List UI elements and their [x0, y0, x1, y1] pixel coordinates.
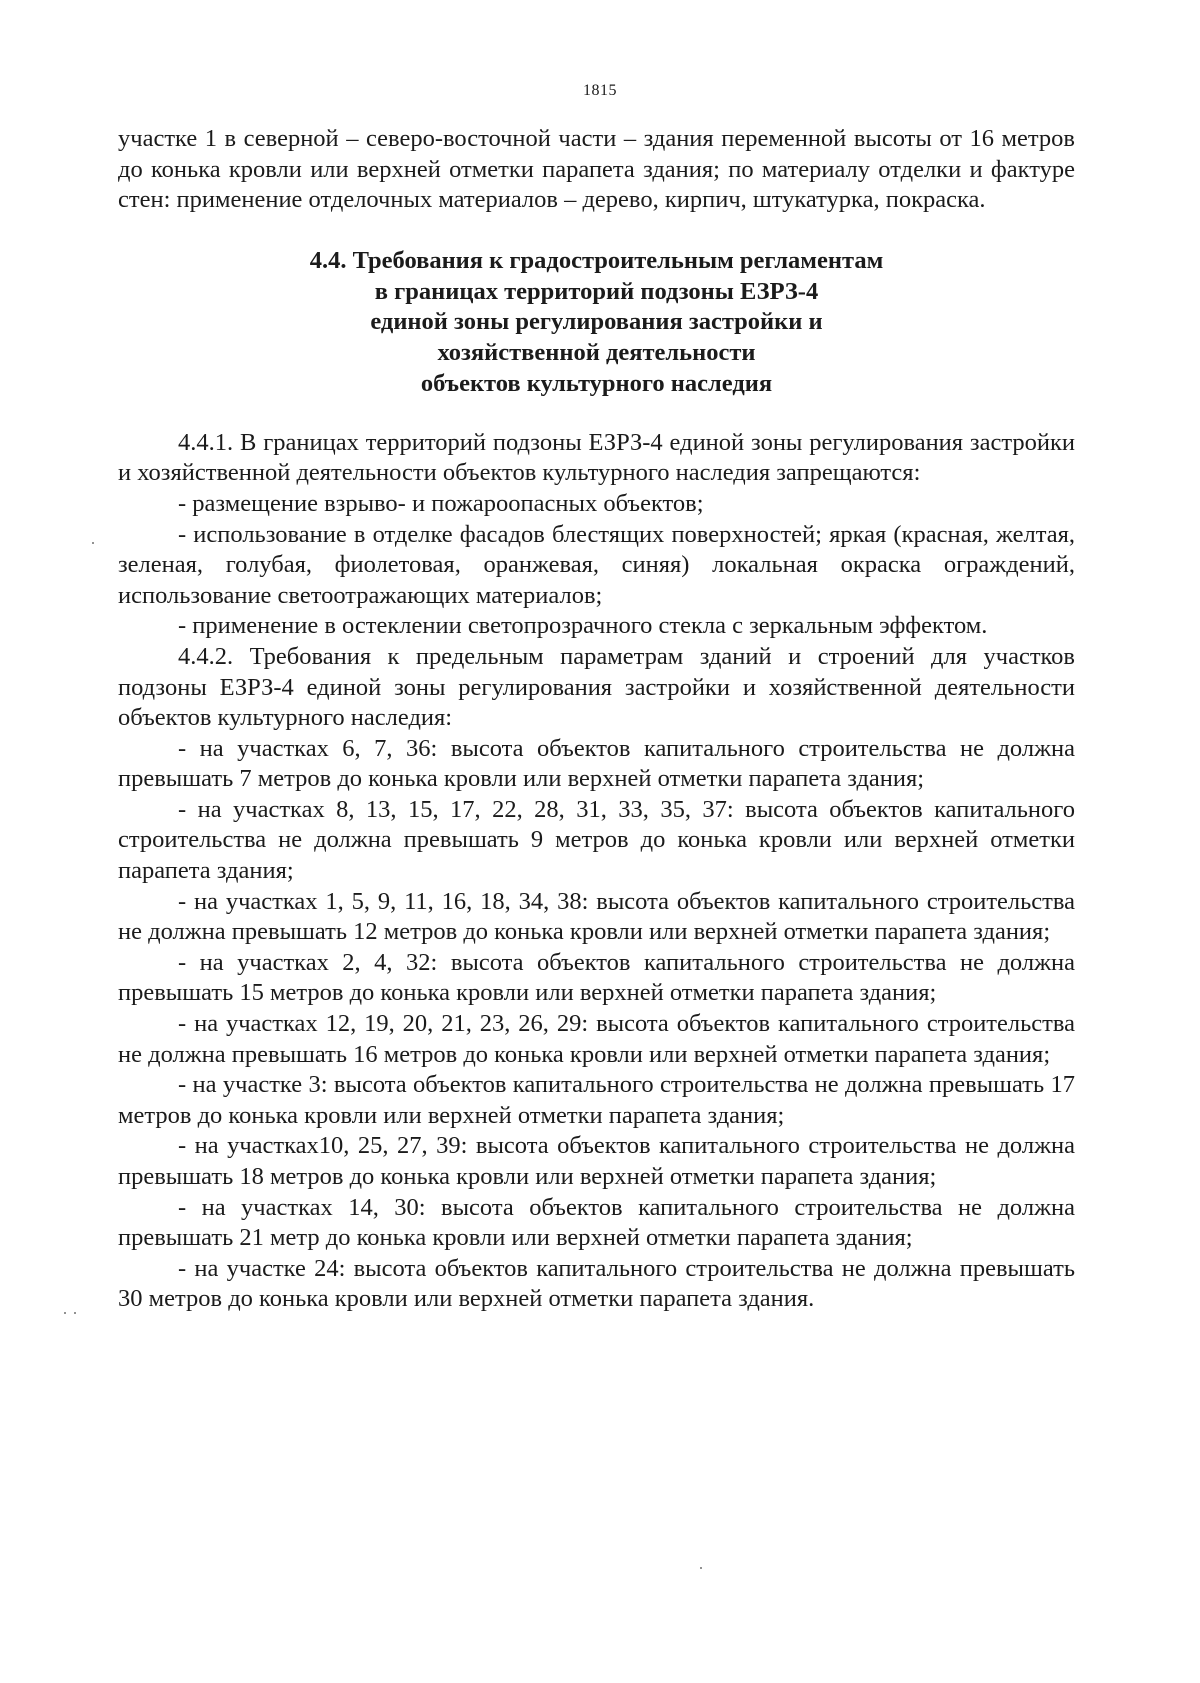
heading-line: в границах территорий подзоны ЕЗРЗ-4	[374, 277, 819, 305]
section-heading	[118, 246, 1075, 400]
clause-4-4-1-intro: 4.4.1. В границах территорий подзоны ЕЗРЗ-4 единой зоны регулирования застройки и хозяйственной деятельности объектов культурного наследия запрещаются:	[118, 428, 1075, 487]
height-limit-item: - на участках 12, 19, 20, 21, 23, 26, 29: высота объектов капитального строительства не должна превышать 16 метров до конька кровли или верхней отметки парапета здания;	[118, 1010, 1075, 1068]
scan-speck	[64, 1312, 66, 1314]
height-limit-item: - на участках10, 25, 27, 39: высота объектов капитального строительства не должна превышать 18 метров до конька кровли или верхней отметки парапета здания;	[118, 1132, 1075, 1191]
prohibition-item: - использование в отделке фасадов блестящих поверхностей; яркая (красная, желтая, зеленая, голубая, фиолетовая, оранжевая, синяя) локальная окраска ограждений, использование светоотражающих материалов;	[118, 520, 1075, 609]
height-limit-item: - на участках 1, 5, 9, 11, 16, 18, 34, 38: высота объектов капитального строительства не должна превышать 12 метров до конька кровли или верхней отметки парапета здания;	[118, 887, 1075, 946]
prohibition-item: - применение в остеклении светопрозрачного стекла с зеркальным эффектом.	[178, 612, 988, 640]
page-number: 1815	[583, 82, 617, 99]
height-limit-item: - на участках 8, 13, 15, 17, 22, 28, 31, 33, 35, 37: высота объектов капитального строительства не должна превышать 9 метров до конька кровли или верхней отметки парапета здания;	[118, 795, 1075, 885]
page-content	[118, 124, 1075, 1315]
clause-4-4-2-intro: 4.4.2. Требования к предельным параметрам зданий и строений для участков подзоны ЕЗРЗ-4 единой зоны регулирования застройки и хозяйственной деятельности объектов культурного наследия:	[118, 642, 1075, 732]
height-limit-item: - на участках 14, 30: высота объектов капитального строительства не должна превышать 21 метр до конька кровли или верхней отметки парапета здания;	[118, 1193, 1075, 1252]
continuation-paragraph: участке 1 в северной – северо-восточной части – здания переменной высоты от 16 метров до конька кровли или верхней отметки парапета здания; по материалу отделки и фактуре стен: применение отделочных материалов – дерево, кирпич, штукатурка, покраска.	[118, 125, 1075, 214]
height-limit-item: - на участке 24: высота объектов капитального строительства не должна превышать 30 метров до конька кровли или верхней отметки парапета здания.	[118, 1254, 1075, 1313]
prohibition-item: - размещение взрыво- и пожароопасных объектов;	[178, 489, 704, 517]
height-limit-item: - на участках 2, 4, 32: высота объектов капитального строительства не должна превышать 15 метров до конька кровли или верхней отметки парапета здания;	[118, 948, 1075, 1007]
heading-line: 4.4. Требования к градостроительным регламентам	[309, 246, 884, 274]
scan-speck	[700, 1567, 702, 1569]
heading-line: объектов культурного наследия	[420, 369, 773, 397]
heading-line: единой зоны регулирования застройки и	[370, 308, 823, 336]
scan-speck	[92, 542, 94, 544]
height-limit-item: - на участке 3: высота объектов капитального строительства не должна превышать 17 метров до конька кровли или верхней отметки парапета здания;	[118, 1071, 1075, 1129]
heading-line: хозяйственной деятельности	[437, 339, 756, 367]
height-limit-item: - на участках 6, 7, 36: высота объектов капитального строительства не должна превышать 7 метров до конька кровли или верхней отметки парапета здания;	[118, 734, 1075, 793]
scan-speck	[74, 1312, 76, 1314]
